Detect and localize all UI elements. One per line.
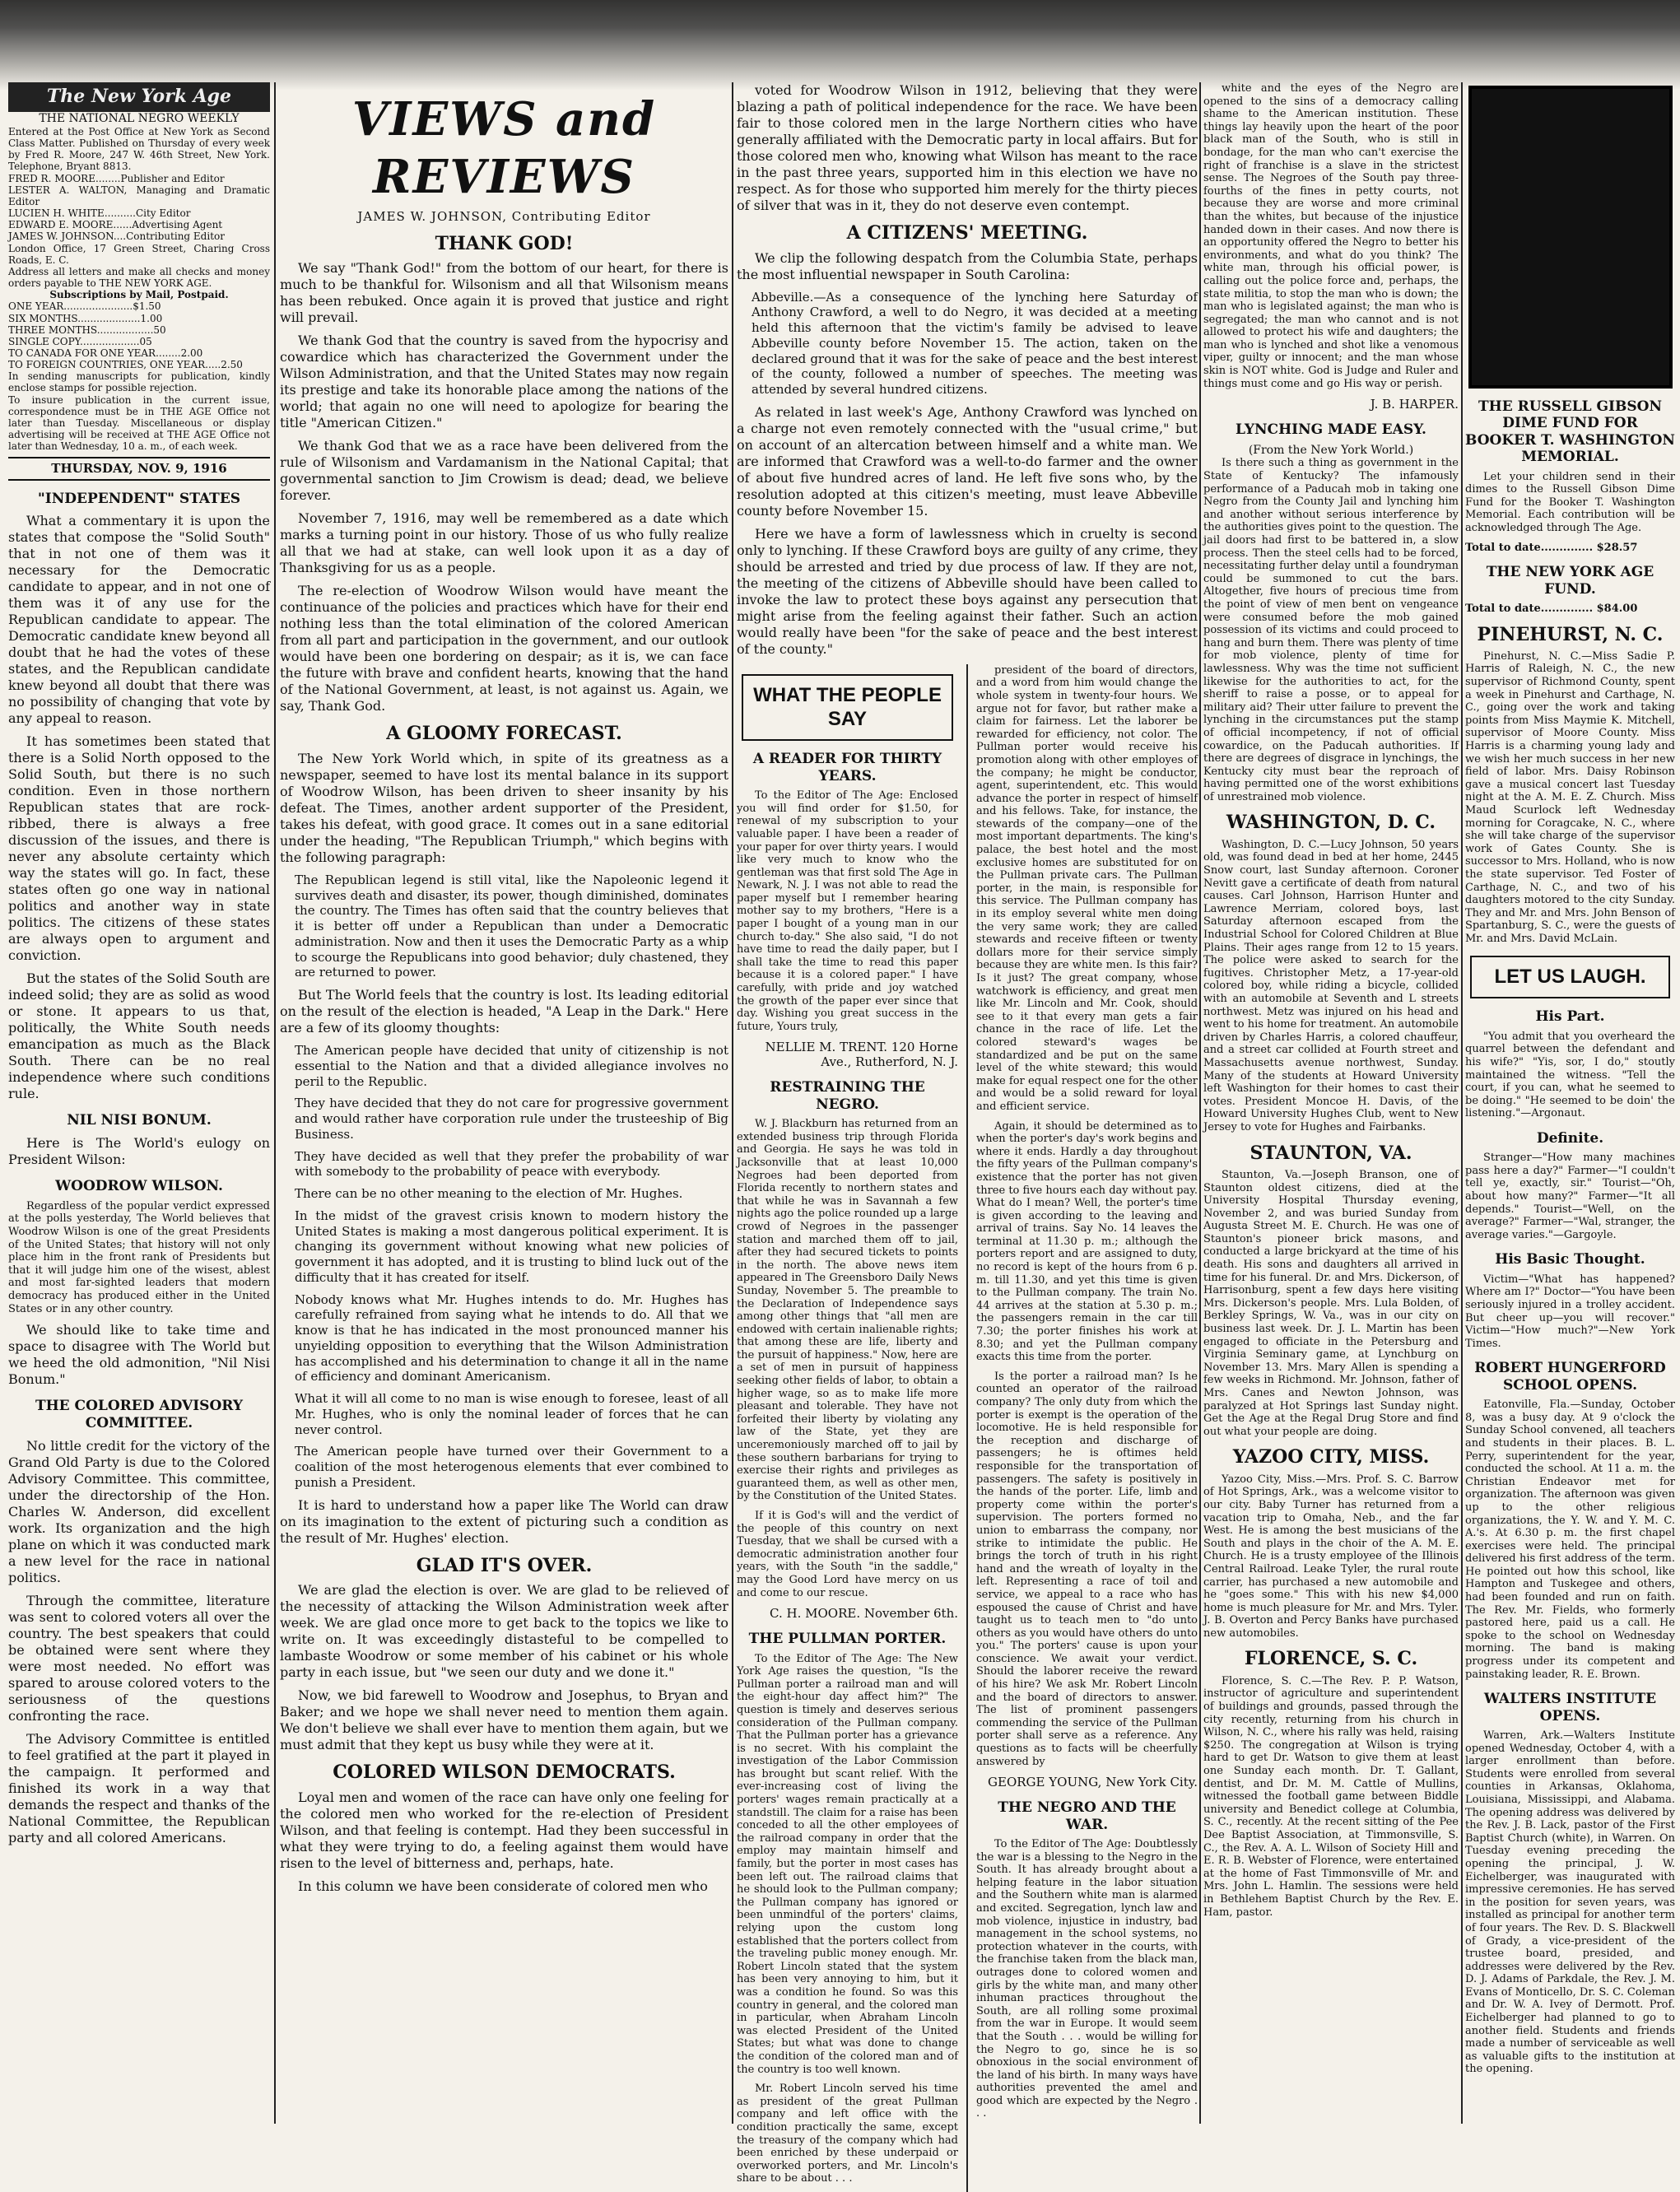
subscription-line: SINGLE COPY...................05 bbox=[8, 335, 152, 347]
letter: president of the board of directors, and a word from him would change the whole system in twenty-four hours. We argue not for favor, but rather make a claim for fairness. Let the laborer be rewarded for efficiency, not color. The Pullman porter would receive his promotion along with other employes of the company; he might be conductor, agent, superintendent, etc. This would advance the porter in respect of himself and his fellows. Take, for instance, the stewards of the company—one of the most important departments. The king's palace, the best hotel and the most exclusive homes are substituted for on the Pullman private cars. The Pullman porter, in the main, is responsible for this service. The Pullman company has in its employ several white men doing the very same work; they are called stewards and receive fifteen or twenty dollars more for their service simply because they are white men. Is this fair? Is it just? The great company, whose watchwork is efficiency, and great men like Mr. Lincoln and Mr. Cook, should see to it that every man gets a fair chance in the race of life. Let the colored steward's wages be standardized and be put on the same level of the white steward; this would make for equal respect one for the other and would be a solid reward for loyal and efficient service. bbox=[976, 663, 1198, 1113]
quoted-paragraph: They have decided as well that they prefer the probability of war with somebody to the probability of peace with everybody. bbox=[295, 1148, 728, 1180]
paragraph: Eatonville, Fla.—Sunday, October 8, was a busy day. At 9 o'clock the Sunday School convened, all teachers and students in their places. B. L. Perry, superintendent for the year, conducted the school. At 11 a. m. the Christian Endeavor met for organization. The afternoon was given up to the other religious organizations, the Y. W. and Y. M. C. A.'s. At 6.30 p. m. the first chapel exercises were held. The principal delivered his first address of the term. He pointed out how this school, like Hampton and Tuskegee and others, had been founded and run on faith. The Rev. Mr. Fields, who formerly pastored here, paid us a call. He spoke to the school on Wednesday morning. The band is making progress under its competent and painstaking leader, R. E. Brown. bbox=[1465, 1399, 1675, 1681]
headline-washington-dc: WASHINGTON, D. C. bbox=[1226, 812, 1436, 834]
headline-definite: Definite. bbox=[1536, 1129, 1604, 1147]
paragraph: We should like to take time and space to disagree with The World but we heed the old admonition, "Nil Nisi Bonum." bbox=[8, 1322, 270, 1388]
portrait-photo bbox=[1468, 86, 1673, 389]
letter: To the Editor of The Age: The New York Age raises the question, "Is the Pullman porter a railroad man and will the eight-hour day affect him?" The question is timely and deserves serious consideration of the Pullman company. That the Pullman porter has a grievance is no secret. With his complaint the investigation of the Labor Commission has brought but scant relief. With the ever-increasing cost of living the porters' wages remain practically at a standstill. The claim for a raise has been conceded to all the other employees of the railroad company in order that the employ may maintain himself and family, but the porter in most cases has been left out. The railroad claims that he should look to the Pullman company; the Pullman company has ignored or been unmindful of the porters' claims, relying upon the custom long established that the porters collect from the traveling public money enough. Mr. Robert Lincoln stated that the system has been very annoying to him, but it was a condition he found. So was this country in general, and the colored man in particular, when Abraham Lincoln was elected President of the United States; but what was done to change the condition of the colored man and of the country is too well known. bbox=[737, 1652, 959, 2076]
letters-section bbox=[737, 664, 1198, 2192]
insure-notice: To insure publication in the current issue, correspondence must be in THE AGE Office not later than Tuesday. Miscellaneous or display advertising will be received at THE AGE Office not later than Wednesday, 10 a. m., of each week. bbox=[8, 393, 270, 453]
headline-lynching-made-easy: LYNCHING MADE EASY. bbox=[1236, 421, 1426, 439]
headline-independent-states: "INDEPENDENT" STATES bbox=[37, 491, 241, 508]
paragraph: We say "Thank God!" from the bottom of our heart, for there is much to be thankful for. Wilsonism and all that Wilsonism means has been rebuked. Once again it is proved that justice and right will prevail. bbox=[280, 260, 728, 326]
staff-line: LUCIEN H. WHITE..........City Editor bbox=[8, 207, 191, 220]
joke: Victim—"What has happened? Where am I?" Doctor—"You have been seriously injured in a trolley accident. But cheer up—you will recover." Victim—"How much?"—New York Times. bbox=[1465, 1273, 1675, 1350]
paragraph: Yazoo City, Miss.—Mrs. Prof. S. C. Barrow of Hot Springs, Ark., was a welcome visitor to our city. Baby Turner has returned from a vacation trip to Omaha, Neb., and the far West. He is among the best musicians of the South and plays in the choir of the A. M. E. Church. He is a trusty employee of the Illinois Central Railroad. Leake Tyler, the rural route carrier, has purchased a new automobile and he "goes some." This with his new $4,000 home is much pleasure for Mr. and Mrs. Tyler. J. B. Overton and Percy Banks have purchased new automobiles. bbox=[1203, 1473, 1459, 1640]
paragraph: Loyal men and women of the race can have only one feeling for the colored men who worked for the re-election of President Wilson, and that feeling is contempt. Had they been successful in what they were trying to do, a feeling against them would have risen to the level of bitterness and, perhaps, hate. bbox=[280, 1789, 728, 1871]
paragraph: Pinehurst, N. C.—Miss Sadie P. Harris of Raleigh, N. C., the new supervisor of Richmond County, spent a week in Pinehurst and Carthage, N. C., going over the work and taking points from Miss Maymie K. Mitchell, supervisor of Moore County. Miss Harris is a charming young lady and we wish her much success in her new field of labor. Mrs. Daisy Robinson gave a musical concert last Tuesday night at the A. M. E. Z. Church. Miss Maud Scurlock left Wednesday morning for Coragcake, N. C., where she will take charge of the supervisor work of Gates County. She is successor to Mrs. Holland, who is now the state supervisor. Ted Foster of Carthage, N. C., and two of his daughters motored to the city Sunday. They and Mr. and Mrs. John Benson of Spartanburg, S. C., were the guests of Mr. and Mrs. David McLain. bbox=[1465, 649, 1675, 945]
headline-yazoo-city: YAZOO CITY, MISS. bbox=[1232, 1446, 1430, 1468]
paragraph: Now, we bid farewell to Woodrow and Josephus, to Bryan and Baker; and we hope we shall never need to mention them again. We don't believe we shall ever have to mention them again, but we must admit that they kept us busy while they were at it. bbox=[280, 1687, 728, 1752]
source-credit: (From the New York World.) bbox=[1248, 443, 1414, 457]
headline-florence-sc: FLORENCE, S. C. bbox=[1244, 1648, 1418, 1670]
staff-line: LESTER A. WALTON, Managing and Dramatic Editor bbox=[8, 184, 270, 207]
newspaper-masthead: The New York Age bbox=[8, 82, 270, 112]
headline-woodrow-wilson: WOODROW WILSON. bbox=[55, 1177, 223, 1194]
headline-colored-advisory-committee: THE COLORED ADVISORY COMMITTEE. bbox=[35, 1398, 244, 1432]
headline-nil-nisi-bonum: NIL NISI BONUM. bbox=[67, 1112, 212, 1129]
paragraph: Here we have a form of lawlessness which in cruelty is second only to lynching. If these Crawford boys are guilty of any crime, they should be arrested and tried by due process of law. If they are not, the meeting of the citizens of Abbeville should have been called to invoke the law to protect these boys against any persecution that might arise from the feeling against their father. Such an action would really have been "for the sake of peace and the best interest of the county." bbox=[737, 525, 1198, 657]
paragraph: white and the eyes of the Negro are opened to the sins of a democracy calling shame to the American institution. These things lay heavily upon the heart of the poor black man of the South, who is still in bondage, for the man who can't exercise the right of franchise is a slave in the strictest sense. The Negroes of the South pay three-fourths of the fines in petty courts, not because they are worse and more criminal than the whites, but because of the injustice handed down in their cases. And now there is an opportunity offered the Negro to better his environments, and what do you think? The white man, through his official power, is calling out the police force and, perhaps, the state militia, to stop the man who is down; the man who is legislated against; the man who is segregated; the man who cannot and is not allowed to protect his wife and daughters; the man who is lynched and shot like a venomous viper, guilty or innocent; and the man whose skin is NOT white. God is Judge and Ruler and things must come and go His way or perish. bbox=[1203, 82, 1459, 390]
paragraph: Let your children send in their dimes to the Russell Gibson Dime Fund for the Booker T. Washington Memorial. Each contribution will be acknowledged through The Age. bbox=[1465, 470, 1675, 534]
headline-new-york-age-fund: THE NEW YORK AGE FUND. bbox=[1486, 564, 1654, 598]
column-rule bbox=[1199, 82, 1201, 2124]
staff-list bbox=[8, 173, 270, 243]
let-us-laugh-box: LET US LAUGH. bbox=[1470, 956, 1670, 999]
paragraph: voted for Woodrow Wilson in 1912, believing that they were blazing a path of political independence for the race. We have been fair to those colored men in the large Northern cities who have generally affiliated with the Democratic party in local affairs. But for those colored men who, knowing what Wilson has meant to the race in the past three years, supported him in this election we have no respect. As for those who supported him merely for the thirty pieces of silver that was in it, they do not deserve even contempt. bbox=[737, 82, 1198, 213]
headline-pinehurst: PINEHURST, N. C. bbox=[1477, 623, 1664, 645]
quoted-paragraph: They have decided that they do not care for progressive government and would rather have corporation rule under the trusteeship of Big Business. bbox=[295, 1096, 728, 1142]
subscription-line: TO CANADA FOR ONE YEAR........2.00 bbox=[8, 347, 203, 359]
staff-line: EDWARD E. MOORE......Advertising Agent bbox=[8, 219, 223, 231]
letter: To the Editor of The Age: Doubtlessly the war is a blessing to the Negro in the South. It has already brought about a helping feature in the labor situation and the Southern white man is alarmed and excited. Segregation, lynch law and mob violence, injustice in industry, bad management in the school systems, no protection whatever in the courts, with the franchise taken from the black man, outrages done to colored women and girls by the white man, and many other inhuman practices throughout the South, are all rolling some proximal from the war in Europe. It would seem that the South . . . would be willing for the Negro to go, since he is so obnoxious in the social environment of the land of his birth. In many ways have authorities prevented the amel and good which are expected by the Negro . . . bbox=[976, 1838, 1198, 2120]
column-rule bbox=[966, 664, 968, 2192]
subscription-line: THREE MONTHS..................50 bbox=[8, 323, 166, 336]
quoted-paragraph: The American people have turned over their Government to a coalition of the most heterogenous elements that ever combined to punish a President. bbox=[295, 1444, 728, 1490]
quoted-paragraph: The American people have decided that unity of citizenship is not essential to the Nation and that a divided allegiance involves no peril to the Republic. bbox=[295, 1043, 728, 1089]
subscription-list bbox=[8, 300, 270, 370]
column-4 bbox=[1203, 82, 1459, 2124]
paragraph: It has sometimes been stated that there is a Solid North opposed to the Solid South, but there is no such condition. Even in those northern Republican states that are rock-ribbed, there is always a free discussion of the issues, and there is never any absolute certainty which way the states will go. In fact, these states often go one way in national politics and another way in state politics. The citizens of these states are always open to argument and conviction. bbox=[8, 733, 270, 964]
subscription-line: SIX MONTHS....................1.00 bbox=[8, 312, 163, 324]
headline-hungerford-school: ROBERT HUNGERFORD SCHOOL OPENS. bbox=[1474, 1360, 1666, 1394]
letter: Again, it should be determined as to when the porter's day's work begins and where it ends. Hardly a day throughout the fifty years of the Pullman company's existence that the porter has not given three to five hours each day without pay. What do I mean? Well, the porter's time is given according to the leaving and arrival of trains. Say No. 14 leaves the terminal at 11.30 p. m.; although the porters report and are assigned to duty, no record is kept of the hours from 6 p. m. till 11.30, and yet this time is given to the Pullman company. The train No. 44 arrives at the station at 5.30 p. m.; the passengers remain in the car till 7.30; the porter finishes his work at 8.30; and yet the Pullman company exacts this time from the porter. bbox=[976, 1119, 1198, 1364]
quoted-eulogy: Regardless of the popular verdict expressed at the polls yesterday, The World believes that Woodrow Wilson is one of the great Presidents of the United States; that history will not only place him in the front rank of Presidents but that it will judge him one of the wisest, ablest and most far-sighted leaders that modern democracy has produced either in the United States or in any other country. bbox=[8, 1199, 270, 1315]
masthead-tagline: THE NATIONAL NEGRO WEEKLY bbox=[39, 111, 240, 125]
paragraph: We clip the following despatch from the Columbia State, perhaps the most influential newspaper in South Carolina: bbox=[737, 249, 1198, 282]
column-rule bbox=[732, 82, 733, 2124]
column-5 bbox=[1465, 82, 1675, 2124]
headline-his-part: His Part. bbox=[1535, 1008, 1605, 1026]
scan-top-edge bbox=[0, 0, 1680, 91]
paragraph: It is hard to understand how a paper like The World can draw on its imagination to the extent of picturing such a condition as the result of Mr. Hughes' election. bbox=[280, 1496, 728, 1546]
paragraph: But The World feels that the country is lost. Its leading editorial on the result of the election is headed, "A Leap in the Dark." Here are a few of its gloomy thoughts: bbox=[280, 987, 728, 1035]
paragraph: Florence, S. C.—The Rev. P. P. Watson, instructor of agriculture and superintendent of buildings and grounds, passed through the city recently, returning from his church in Wilson, N. C., where his rally was held, raising $250. The congregation at Wilson is trying hard to get Dr. Watson to give them at least one Sunday each month. Dr. T. Gallant, dentist, and Dr. M. M. Cattle of Mullins, witnessed the football game between Biddle university and Benedict college at Columbia, S. C., recently. At the recent sitting of the Pee Dee Baptist Association, at Timmonsville, S. C., the Rev. A. A. L. Wilson of Society Hill and E. R. B. Webster of Florence, were entertained at the home of Fast Timmonsville of Mr. and Mrs. John L. Hamlin. The sessions were held in Bethlehem Baptist Church by the Rev. E. Ham, pastor. bbox=[1203, 1674, 1459, 1919]
subscription-line: ONE YEAR......................$1.50 bbox=[8, 300, 161, 313]
headline-restraining-the-negro: RESTRAINING THE NEGRO. bbox=[770, 1079, 925, 1113]
signature: C. H. MOORE. November 6th. bbox=[770, 1606, 959, 1622]
paragraph: Staunton, Va.—Joseph Branson, one of Staunton oldest citizens, died at the University Hospital Thursday evening, November 2, and was buried Sunday from Augusta Street M. E. Church. He was one of Staunton's pioneer brick masons, and conducted a large brickyard at the time of his death. His sons and daughters all arrived in time for his funeral. Dr. and Mrs. Dickerson, of Harrisonburg, spent a few days here visiting Mrs. Dickerson's people. Mrs. Lula Bolden, of Berkley Springs, W. Va., was in our city on business last week. Dr. J. L. Martin has been engaged to officiate in the Petersburg and Virginia Seminary game, at Lynchburg on November 13. Mrs. Mary Allen is spending a few weeks in Richmond. Mr. Johnson, father of Mrs. Canes and Newton Johnson, was paralyzed at Hot Springs last Sunday night. Get the Age at the Regal Drug Store and find out what your people are doing. bbox=[1203, 1168, 1459, 1438]
paragraph: We thank God that we as a race have been delivered from the rule of Wilsonism and Vardamanism in the National Capital; that governmental sanction to Jim Crowism is dead; dead, we believe forever. bbox=[280, 438, 728, 504]
paragraph: In this column we have been considerate of colored men who bbox=[298, 1878, 708, 1894]
column-1 bbox=[8, 82, 270, 2124]
letters-right bbox=[976, 664, 1198, 2192]
paragraph: No little credit for the victory of the Grand Old Party is due to the Colored Advisory Committee. This committee, under the directorship of the Hon. Charles W. Anderson, did excellent work. Its organization and the high plane on which it was conducted mark a new level for the race in national politics. bbox=[8, 1437, 270, 1585]
quoted-paragraph: There can be no other meaning to the election of Mr. Hughes. bbox=[295, 1186, 683, 1201]
paragraph: The re-election of Woodrow Wilson would have meant the continuance of the policies and practices which have for their end nothing less than the total elimination of the colored American from all part and participation in the government, and our outlook would have been one bordering on despair; as it is, we can face the future with brave and confident hearts, knowing that the hand of the National Government, at least, is not against us. Again, we say, Thank God. bbox=[280, 583, 728, 714]
letter: To the Editor of The Age: Enclosed you will find order for $1.50, for renewal of my subscription to your valuable paper. I have been a reader of your paper for over thirty years. I would like very much to know who the gentleman was that first sold The Age in Newark, N. J. I was not able to read the paper myself but I remember hearing mother say to my brothers, "Here is a paper I bought of a young man in our church to-day." She also said, "I do not have time to read the daily paper, but I shall take the time to read this paper because it is a colored paper." I have carefully, with pride and joy watched the growth of the paper ever since that day. Wishing you great success in the future, Yours truly, bbox=[737, 789, 959, 1033]
headline-glad-its-over: GLAD IT'S OVER. bbox=[416, 1554, 593, 1576]
what-the-people-say-box: WHAT THE PEOPLE SAY bbox=[742, 674, 953, 742]
headline-negro-and-the-war: THE NEGRO AND THE WAR. bbox=[998, 1799, 1176, 1833]
paragraph: Here is The World's eulogy on President Wilson: bbox=[8, 1134, 270, 1167]
paragraph: What a commentary it is upon the states that compose the "Solid South" that in not one of them was it necessary for the Democratic candidate to appear, and in not one of them was it of any use for the Republican candidate to appear. The Democratic candidate knew beyond all doubt that he had the votes of these states, and the Republican candidate knew beyond all doubt that there was no possibility of changing that vote by any appeal to reason. bbox=[8, 513, 270, 727]
quoted-paragraph: The Republican legend is still vital, like the Napoleonic legend it survives death and disaster, its power, though diminished, dominates the country. The Times has often said that the country believes that it is better off under a Republican than under a Democratic administration. Now and then it uses the Democratic Party as a whip to scourge the Republicans into good behavior; duly chastened, they are returned to power. bbox=[295, 872, 728, 980]
manuscripts-notice: In sending manuscripts for publication, kindly enclose stamps for possible rejection. bbox=[8, 370, 270, 394]
column-3 bbox=[737, 82, 1198, 2185]
headline-citizens-meeting: A CITIZENS' MEETING. bbox=[846, 222, 1088, 244]
subscriptions-title: Subscriptions by Mail, Postpaid. bbox=[49, 289, 229, 301]
subscription-line: TO FOREIGN COUNTRIES, ONE YEAR.....2.50 bbox=[8, 359, 243, 371]
london-office: London Office, 17 Green Street, Charing Cross Roads, E. C. bbox=[8, 242, 270, 266]
paragraph: The Advisory Committee is entitled to feel gratified at the part it played in the campaign. It performed and finished its work in a way that demands the respect and thanks of the National Committee, the Republican party and all colored Americans. bbox=[8, 1730, 270, 1845]
paragraph: As related in last week's Age, Anthony Crawford was lynched on a charge not even remotely connected with the "usual crime," but on account of an altercation between himself and a white man. We are informed that Crawford was a well-to-do farmer and the owner of about five hundred acres of land. He left five sons who, by the resolution adopted at this citizen's meeting, must leave Abbeville county before November 15. bbox=[737, 403, 1198, 519]
quoted-paragraph: Nobody knows what Mr. Hughes intends to do. Mr. Hughes has carefully refrained from saying what he intends to do. All that we know is that he has indicated in the most pronounced manner his unyielding opposition to everything that the Wilson Administration has accomplished and his determination to change it all in the name of efficiency and dominant Americanism. bbox=[295, 1291, 728, 1385]
headline-russell-gibson-fund: THE RUSSELL GIBSON DIME FUND FOR BOOKER T. WASHINGTON MEMORIAL. bbox=[1465, 398, 1675, 466]
letter: Is the porter a railroad man? Is he counted an operator of the railroad company? The only duty from which the porter is exempt is the operation of the locomotive. He is held responsible for the reception and discharge of passengers; he is oftimes held responsible for the transportation of passengers. The safety is positively in the hands of the porter. Life, limb and property come within the porter's supervision. The porters formed no union to embarrass the company, nor strike to intimidate the public. He brings the torch of truth in his right hand and the wreath of loyalty in the left. Representing a race of toil and service, we appeal to a race who has espoused the cause of Christ and have taught us to teach men to "do unto others as you would have others do unto you." The porters' cause is upon your conscience. We await your verdict. Should the laborer receive the reward of his hire? We ask Mr. Robert Lincoln and the board of directors to answer. The list of prominent passengers commending the service of the Pullman porter shall serve as a reference. Any questions as to facts will be cheerfully answered by bbox=[976, 1370, 1198, 1768]
headline-staunton-va: STAUNTON, VA. bbox=[1250, 1142, 1412, 1164]
issue-date: THURSDAY, NOV. 9, 1916 bbox=[8, 457, 270, 481]
headline-reader: A READER FOR THIRTY YEARS. bbox=[752, 751, 942, 784]
signature: NELLIE M. TRENT. 120 Horne Ave., Rutherford, N. J. bbox=[765, 1040, 959, 1070]
joke: Stranger—"How many machines pass here a day?" Farmer—"I couldn't tell ye, exactly, sir." Tourist—"Oh, about how many?" Farmer—"It all depends." Tourist—"Well, on the average?" Farmer—"Wal, stranger, the average varies."—Gargoyle. bbox=[1465, 1152, 1675, 1241]
views-and-reviews-masthead: VIEWS and REVIEWS bbox=[351, 92, 657, 204]
letters-left bbox=[737, 664, 958, 2192]
paragraph: Washington, D. C.—Lucy Johnson, 50 years old, was found dead in bed at her home, 2445 Snow court, last Sunday afternoon. Coroner Nevitt gave a certificate of death from natural causes. Carl Johnson, Harrison Hunter and Lawrence Merriam, colored boys, last Saturday afternoon escaped from the Industrial School for Colored Children at Blue Plains. Their ages range from 12 to 15 years. The police were asked to search for the fugitives. Christopher Metz, a 17-year-old colored boy, while riding a bicycle, collided with an automobile at Seventh and L streets northwest. Metz was injured on his head and went to his home for treatment. An automobile driven by Charles Harris, a colored chauffeur, and a street car collided at Fourth street and Massachusetts avenue northwest, Sunday. Many of the students at Howard University left Washington for their homes to cast their votes. President Moncoe H. Davis, of the Howard University Hughes Club, went to New Jersey to vote for Hughes and Fairbanks. bbox=[1203, 838, 1459, 1133]
letter: W. J. Blackburn has returned from an extended business trip through Florida and Georgia. He says he was told in Jacksonville that at least 10,000 Negroes had been deported from Florida recently to northern states and that while he was in Savannah a few nights ago the police rounded up a large crowd of Negroes in the passenger station and marched them off to jail, after they had secured tickets to points in the north. The above news item appeared in The Greensboro Daily News Sunday, November 5. The preamble to the Declaration of Independence says among other things that "all men are endowed with certain inalienable rights; that among these are life, liberty and the pursuit of happiness." Now, here are a set of men in pursuit of happiness seeking other fields of labor, to obtain a higher wage, so as to make life more pleasant and tolerable. They have not forfeited their liberty by violating any law of the State, yet they are unceremoniously marched off to jail by these southern barbarians for trying to exercise their rights and privileges as guaranteed them, as well as other men, by the Constitution of the United States. bbox=[737, 1118, 959, 1503]
staff-line: JAMES W. JOHNSON....Contributing Editor bbox=[8, 230, 225, 243]
address-notice: Address all letters and make all checks and money orders payable to THE NEW YORK AGE. bbox=[8, 265, 270, 290]
letter: Mr. Robert Lincoln served his time as president of the great Pullman company and left office with the condition practically the same, except the treasury of the company which had been enriched by these underpaid or overworked porters, and Mr. Lincoln's share to be about . . . bbox=[737, 2083, 959, 2185]
paragraph: Warren, Ark.—Walters Institute opened Wednesday, October 4, with a larger enrollment than before. Students were enrolled from several counties in Arkansas, Oklahoma, Louisiana, Mississippi, and Alabama. The opening address was delivered by the Rev. J. B. Lack, pastor of the First Baptist Church (white), in Warren. On Tuesday evening preceding the opening the principal, J. W. Eichelberger, was inaugurated with impressive ceremonies. He has served in the position for seven years, was installed as principal for another term of four years. The Rev. D. S. Blackwell of Grady, a vice-president of the trustee board, presided, and addresses were delivered by the Rev. D. J. Adams of Parkdale, the Rev. J. M. Evans of Monticello, Dr. S. C. Coleman and Dr. W. A. Ivey of Dermott. Prof. Eichelberger had planned to go to another field. Students and friends made a number of serviceable as well as valuable gifts to the institution at the opening. bbox=[1465, 1729, 1675, 2076]
column-rule bbox=[1461, 82, 1463, 2124]
letter: If it is God's will and the verdict of the people of this country on next Tuesday, that we shall be cursed with a democratic administration another four years, with the South "in the saddle," may the Good Lord have mercy on us and come to our rescue. bbox=[737, 1510, 959, 1599]
column-rule bbox=[274, 82, 276, 2124]
paragraph: Through the committee, literature was sent to colored voters all over the country. The best speakers that could be obtained were sent where they were most needed. No effort was spared to arouse colored voters to the seriousness of the questions confronting the race. bbox=[8, 1592, 270, 1724]
paragraph: The New York World which, in spite of its greatness as a newspaper, seemed to have lost its mental balance in its support of Woodrow Wilson, has been driven to sheer insanity by his defeat. The Times, another ardent supporter of the President, takes his defeat, with good grace. It comes out in a sane editorial under the heading, "The Republican Triumph," which begins with the following paragraph: bbox=[280, 750, 728, 865]
signature: J. B. HARPER. bbox=[1370, 397, 1459, 412]
signature: GEORGE YOUNG, New York City. bbox=[988, 1775, 1198, 1790]
headline-basic-thought: His Basic Thought. bbox=[1495, 1251, 1645, 1268]
postal-notice: Entered at the Post Office at New York as Second Class Matter. Published on Thursday of every week by Fred R. Moore, 247 W. 46th Street, New York. Telephone, Bryant 8813. bbox=[8, 126, 270, 173]
paragraph: But the states of the Solid South are indeed solid; they are as solid as wood or stone. It appears to us that, politically, the White South needs emancipation as much as the Black South. There can be no real independence where such conditions rule. bbox=[8, 970, 270, 1102]
headline-gloomy-forecast: A GLOOMY FORECAST. bbox=[386, 723, 622, 745]
staff-line: FRED R. MOORE........Publisher and Editor bbox=[8, 172, 225, 184]
headline-walters-institute: WALTERS INSTITUTE OPENS. bbox=[1483, 1691, 1657, 1724]
headline-thank-god: THANK GOD! bbox=[435, 232, 574, 254]
fund-total: Total to date.............. $28.57 bbox=[1465, 541, 1638, 554]
paragraph: Is there such a thing as government in the State of Kentucky? The infamously performance of a Paducah mob in taking one Negro from the County Jail and lynching him and another without serious interference by the authorities gives point to the question. The jail doors had first to be battered in, a slow process. Then the steel cells had to be forced, necessitating further delay until a foundryman could be summoned to cut the bars. Altogether, five hours of precious time from the point of view of men bent on vengeance were consumed before the mob gained possession of its victims and could proceed to hang and burn them. There was plenty of time for mob violence, plenty of time for lawlessness. Why was the time not sufficient likewise for the authorities to act, for the sheriff to raise a posse, or to appeal for military aid? Their utter failure to prevent the lynching in the circumstances put the stamp of official incompetency, if not of official cowardice, on the Paducah authorities. If there are degrees of disgrace in lynchings, the Kentucky city must bear the reproach of having permitted one of the worst exhibitions of unrestrained mob violence. bbox=[1203, 457, 1459, 803]
quoted-paragraph: In the midst of the gravest crisis known to modern history the United States is making a most dangerous political experiment. It is changing its government without knowing what new policies of government it has adopted, and it is trusting to blind luck out of the difficulty that it has created for itself. bbox=[295, 1208, 728, 1285]
headline-pullman-porter: THE PULLMAN PORTER. bbox=[748, 1631, 947, 1648]
quoted-despatch: Abbeville.—As a consequence of the lynching here Saturday of Anthony Crawford, a well to do Negro, it was decided at a meeting held this afternoon that the victim's family be advised to leave Abbeville county before November 15. The action, taken on the declared ground that it was for the sake of peace and the best interest of the county, followed a number of speeches. The meeting was attended by several hundred citizens. bbox=[752, 289, 1198, 397]
column-2 bbox=[280, 82, 728, 2124]
paragraph: We are glad the election is over. We are glad to be relieved of the necessity of attacking the Wilson Administration week after week. We are glad once more to get back to the topics we like to write on. It was exceedingly distasteful to be compelled to lambaste Woodrow or some member of his cabinet or his whole party in each issue, but "we seen our duty and we done it." bbox=[280, 1582, 728, 1680]
byline: JAMES W. JOHNSON, Contributing Editor bbox=[357, 209, 651, 224]
paragraph: November 7, 1916, may well be remembered as a date which marks a turning point in our history. Those of us who fully realize all that we had at stake, can well look upon it as a day of Thanksgiving for us as a people. bbox=[280, 510, 728, 576]
paragraph: We thank God that the country is saved from the hypocrisy and cowardice which has characterized the Government under the Wilson Administration, and that the United States may now regain its prestige and take its honorable place among the nations of the world; that again no one will need to apologize for bearing the title "American Citizen." bbox=[280, 333, 728, 431]
headline-colored-wilson-democrats: COLORED WILSON DEMOCRATS. bbox=[333, 1762, 676, 1783]
quoted-paragraph: What it will all come to no man is wise enough to foresee, least of all Mr. Hughes, who is only the nominal leader of forces that he can never control. bbox=[295, 1391, 728, 1437]
fund-total: Total to date.............. $84.00 bbox=[1465, 602, 1638, 615]
joke: "You admit that you overheard the quarrel between the defendant and his wife?" "Yis, sor, I do," stoutly maintained the witness. "Tell the court, if you can, what he seemed to be doing." "He seemed to be doin' the listening."—Argonaut. bbox=[1465, 1030, 1675, 1120]
